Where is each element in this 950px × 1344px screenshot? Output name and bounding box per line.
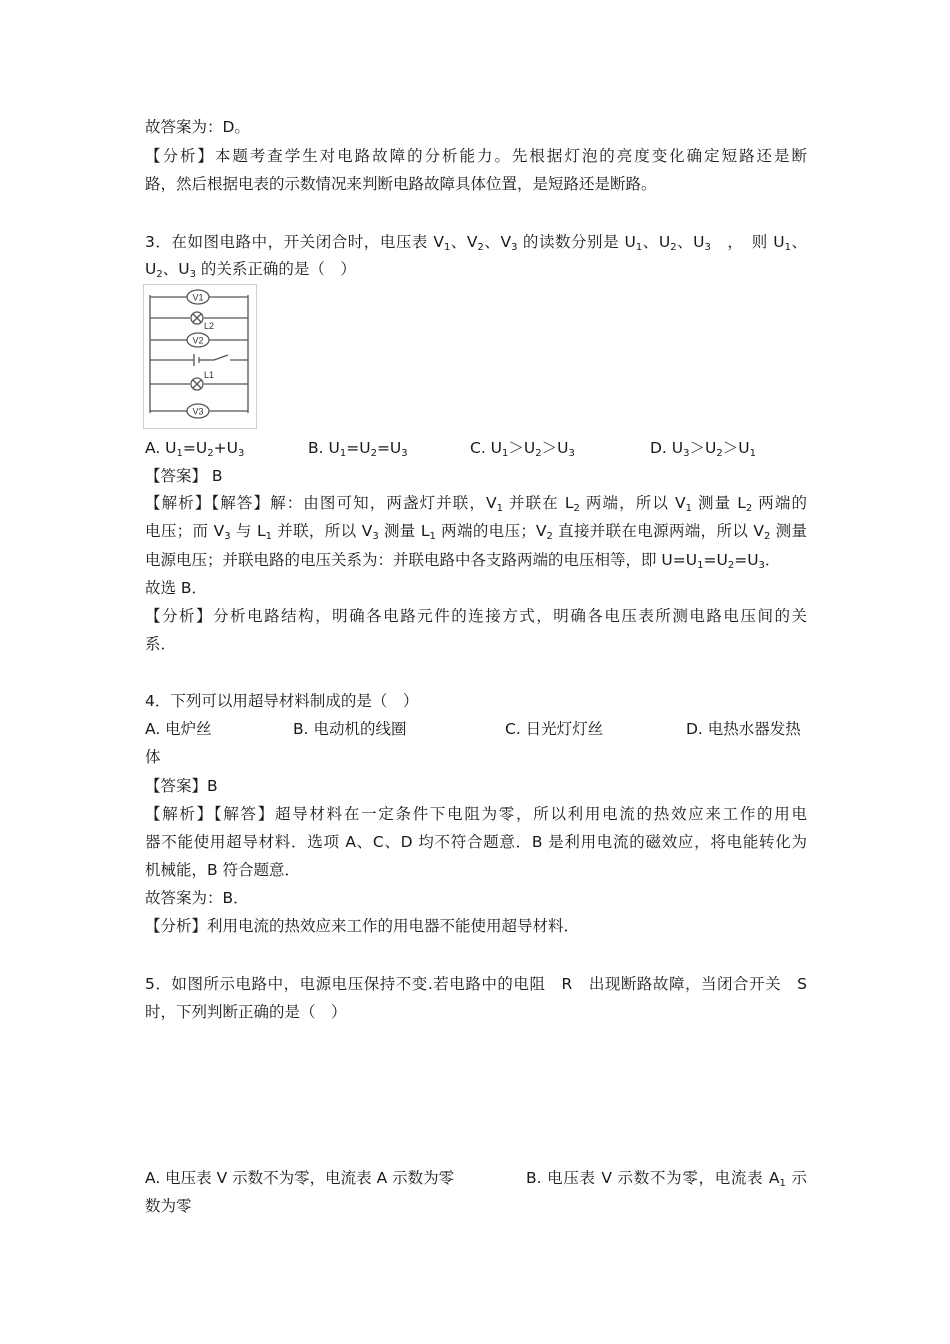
q5-option-b: B. 电压表 V 示数不为零，电流表 $A_1$ 示 xyxy=(526,1169,807,1189)
q4-answer: 【答案】B xyxy=(145,777,218,795)
q3-answer: 【答案】 B xyxy=(145,467,223,485)
prev-analysis-line-1: 【分析】本题考查学生对电路故障的分析能力。先根据灯泡的亮度变化确定短路还是断 xyxy=(145,147,807,165)
q3-analysis-line-1: 【分析】分析电路结构，明确各电路元件的连接方式，明确各电压表所测电路电压间的关 xyxy=(145,607,807,625)
q3-explanation-line-4: 故选 B． xyxy=(145,579,208,597)
prev-analysis-line-2: 路，然后根据电表的示数情况来判断电路故障具体位置，是短路还是断路。 xyxy=(145,175,657,193)
q4-option-a: A. 电炉丝 xyxy=(145,720,212,738)
q4-stem: 4．下列可以用超导材料制成的是（ ） xyxy=(145,692,419,710)
q4-option-d: D. 电热水器发热 xyxy=(686,720,801,738)
q4-analysis: 【分析】利用电流的热效应来工作的用电器不能使用超导材料． xyxy=(145,917,580,935)
prev-answer-line: 故答案为：D。 xyxy=(145,118,250,136)
q3-option-c: C. $U_1>U_2>U_3$ xyxy=(470,439,575,459)
q3-option-d: D. $U_3>U_2>U_1$ xyxy=(650,439,756,459)
q3-explanation-line-2: 电压；而 $V_3$ 与 $L_1$ 并联，所以 $V_3$ 测量 $L_1$ 两端的电压；$V_2$ 直接并联在电源两端，所以 $V_2$ 测量 xyxy=(145,522,808,542)
q4-explanation-line-2: 器不能使用超导材料．选项 A、C、D 均不符合题意．B 是利用电流的磁效应，将电能转化为 xyxy=(145,833,807,851)
v3-label: V3 xyxy=(192,406,204,417)
q4-option-b: B. 电动机的线圈 xyxy=(293,720,407,738)
q5-stem-line-1: 5．如图所示电路中，电源电压保持不变.若电路中的电阻 R 出现断路故障，当闭合开关 S xyxy=(145,975,807,993)
q4-explanation-line-3: 机械能，B 符合题意． xyxy=(145,861,301,879)
l2-label: L2 xyxy=(204,321,215,331)
q3-explanation-line-1: 【解析】【解答】解：由图可知，两盏灯并联，$V_1$ 并联在 $L_2$ 两端，所以 $V_1$ 测量 $L_2$ 两端的 xyxy=(145,494,807,514)
q4-explanation-line-1: 【解析】【解答】超导材料在一定条件下电阻为零，所以利用电流的热效应来工作的用电 xyxy=(145,805,807,823)
q3-option-a: A. $U_1=U_2+U_3$ xyxy=(145,439,245,459)
circuit-diagram xyxy=(144,285,256,428)
q5-option-b-continued: 数为零 xyxy=(145,1197,192,1215)
q4-answer-line: 故答案为：B． xyxy=(145,889,249,907)
q3-stem-line-1: 3．在如图电路中，开关闭合时，电压表 $V_1$、$V_2$、$V_3$ 的读数分别是 $U_1$、$U_2$、$U_3$ ， 则 $U_1$、 xyxy=(145,233,807,253)
q3-analysis-line-2: 系． xyxy=(145,635,177,653)
q5-option-a: A. 电压表 V 示数不为零，电流表 A 示数为零 xyxy=(145,1169,455,1187)
q4-option-d-continued: 体 xyxy=(145,748,161,766)
q4-option-c: C. 日光灯灯丝 xyxy=(505,720,604,738)
q3-circuit-figure xyxy=(143,284,257,429)
v2-label: V2 xyxy=(192,335,204,346)
q3-stem-line-2: $U_2$、$U_3$ 的关系正确的是（ ） xyxy=(145,260,356,280)
l1-label: L1 xyxy=(204,370,215,380)
q3-explanation-line-3: 电源电压；并联电路的电压关系为：并联电路中各支路两端的电压相等，即 $U=U_1=U_2=U_3$． xyxy=(145,551,781,571)
q5-stem-line-2: 时，下列判断正确的是（ ） xyxy=(145,1003,347,1021)
v1-label: V1 xyxy=(192,292,204,303)
q3-option-b: B. $U_1=U_2=U_3$ xyxy=(308,439,408,459)
